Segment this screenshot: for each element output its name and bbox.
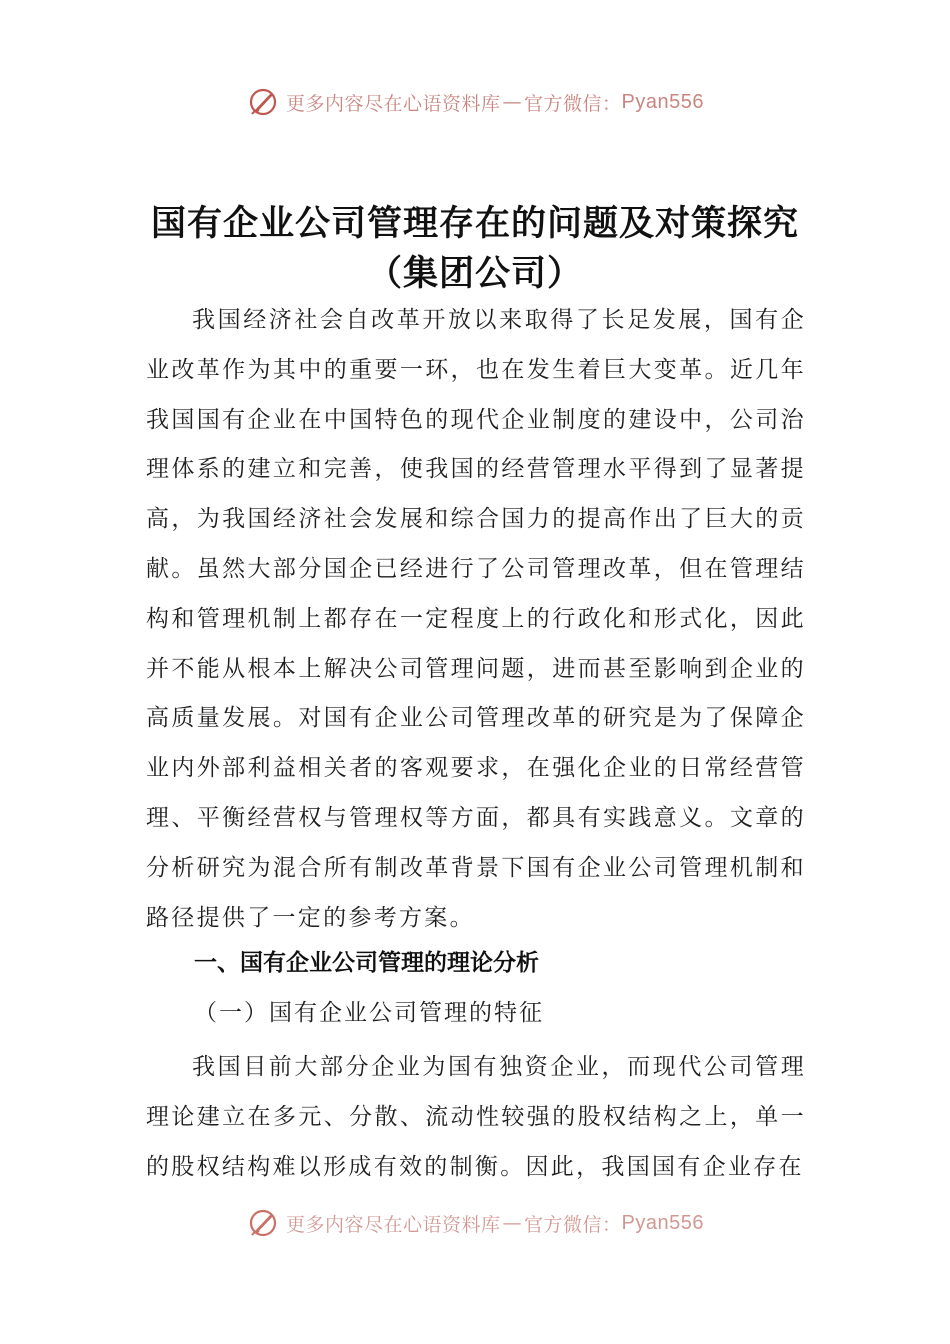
subsection-heading: （一）国有企业公司管理的特征 xyxy=(194,1000,544,1026)
paragraph-text: 我国经济社会自改革开放以来取得了长足发展，国有企业改革作为其中的重要一环，也在发生着巨大变革。近几年我国国有企业在中国特色的现代企业制度的建设中，公司治理体系的建立和完善，使我国的经营管理水平得到了显著提高，为我国经济社会发展和综合国力的提高作出了巨大的贡献。虽然大部分国企已经进行了公司管理改革，但在管理结构和管理机制上都存在一定程度上的行政化和形式化，因此并不能从根本上解决公司管理问题，进而甚至影响到企业的高质量发展。对国有企业公司管理改革的研究是为了保障企业内外部利益相关者的客观要求，在强化企业的日常经营管理、平衡经营权与管理权等方面，都具有实践意义。文章的分析研究为混合所有制改革背景下国有企业公司管理机制和路径提供了一定的参考方案。 xyxy=(146,307,806,931)
footer-watermark xyxy=(0,1203,950,1243)
watermark-contact-label: 官方微信： xyxy=(524,92,622,115)
watermark-contact-id: Pyan556 xyxy=(621,90,704,113)
section-heading: 一、国有企业公司管理的理论分析 xyxy=(194,950,539,976)
pen-logo-icon xyxy=(246,85,280,119)
paragraph-text: 我国目前大部分企业为国有独资企业，而现代公司管理理论建立在多元、分散、流动性较强的股权结构之上，单一的股权结构难以形成有效的制衡。因此，我国国有企业存在 xyxy=(146,1054,806,1180)
watermark-separator: — xyxy=(502,91,523,113)
watermark-separator: — xyxy=(502,1212,523,1234)
paragraph-section xyxy=(146,1043,806,1192)
watermark-main-text: 更多内容尽在心语资料库 xyxy=(286,1213,501,1236)
paragraph-intro xyxy=(146,296,806,943)
watermark-contact-label: 官方微信： xyxy=(524,1213,622,1236)
document-subtitle: （集团公司） xyxy=(366,253,583,294)
watermark-contact-id: Pyan556 xyxy=(621,1211,704,1234)
document-title: 国有企业公司管理存在的问题及对策探究 xyxy=(150,203,799,244)
pen-logo-icon xyxy=(246,1206,280,1240)
header-watermark xyxy=(0,82,950,122)
watermark-main-text: 更多内容尽在心语资料库 xyxy=(286,92,501,115)
